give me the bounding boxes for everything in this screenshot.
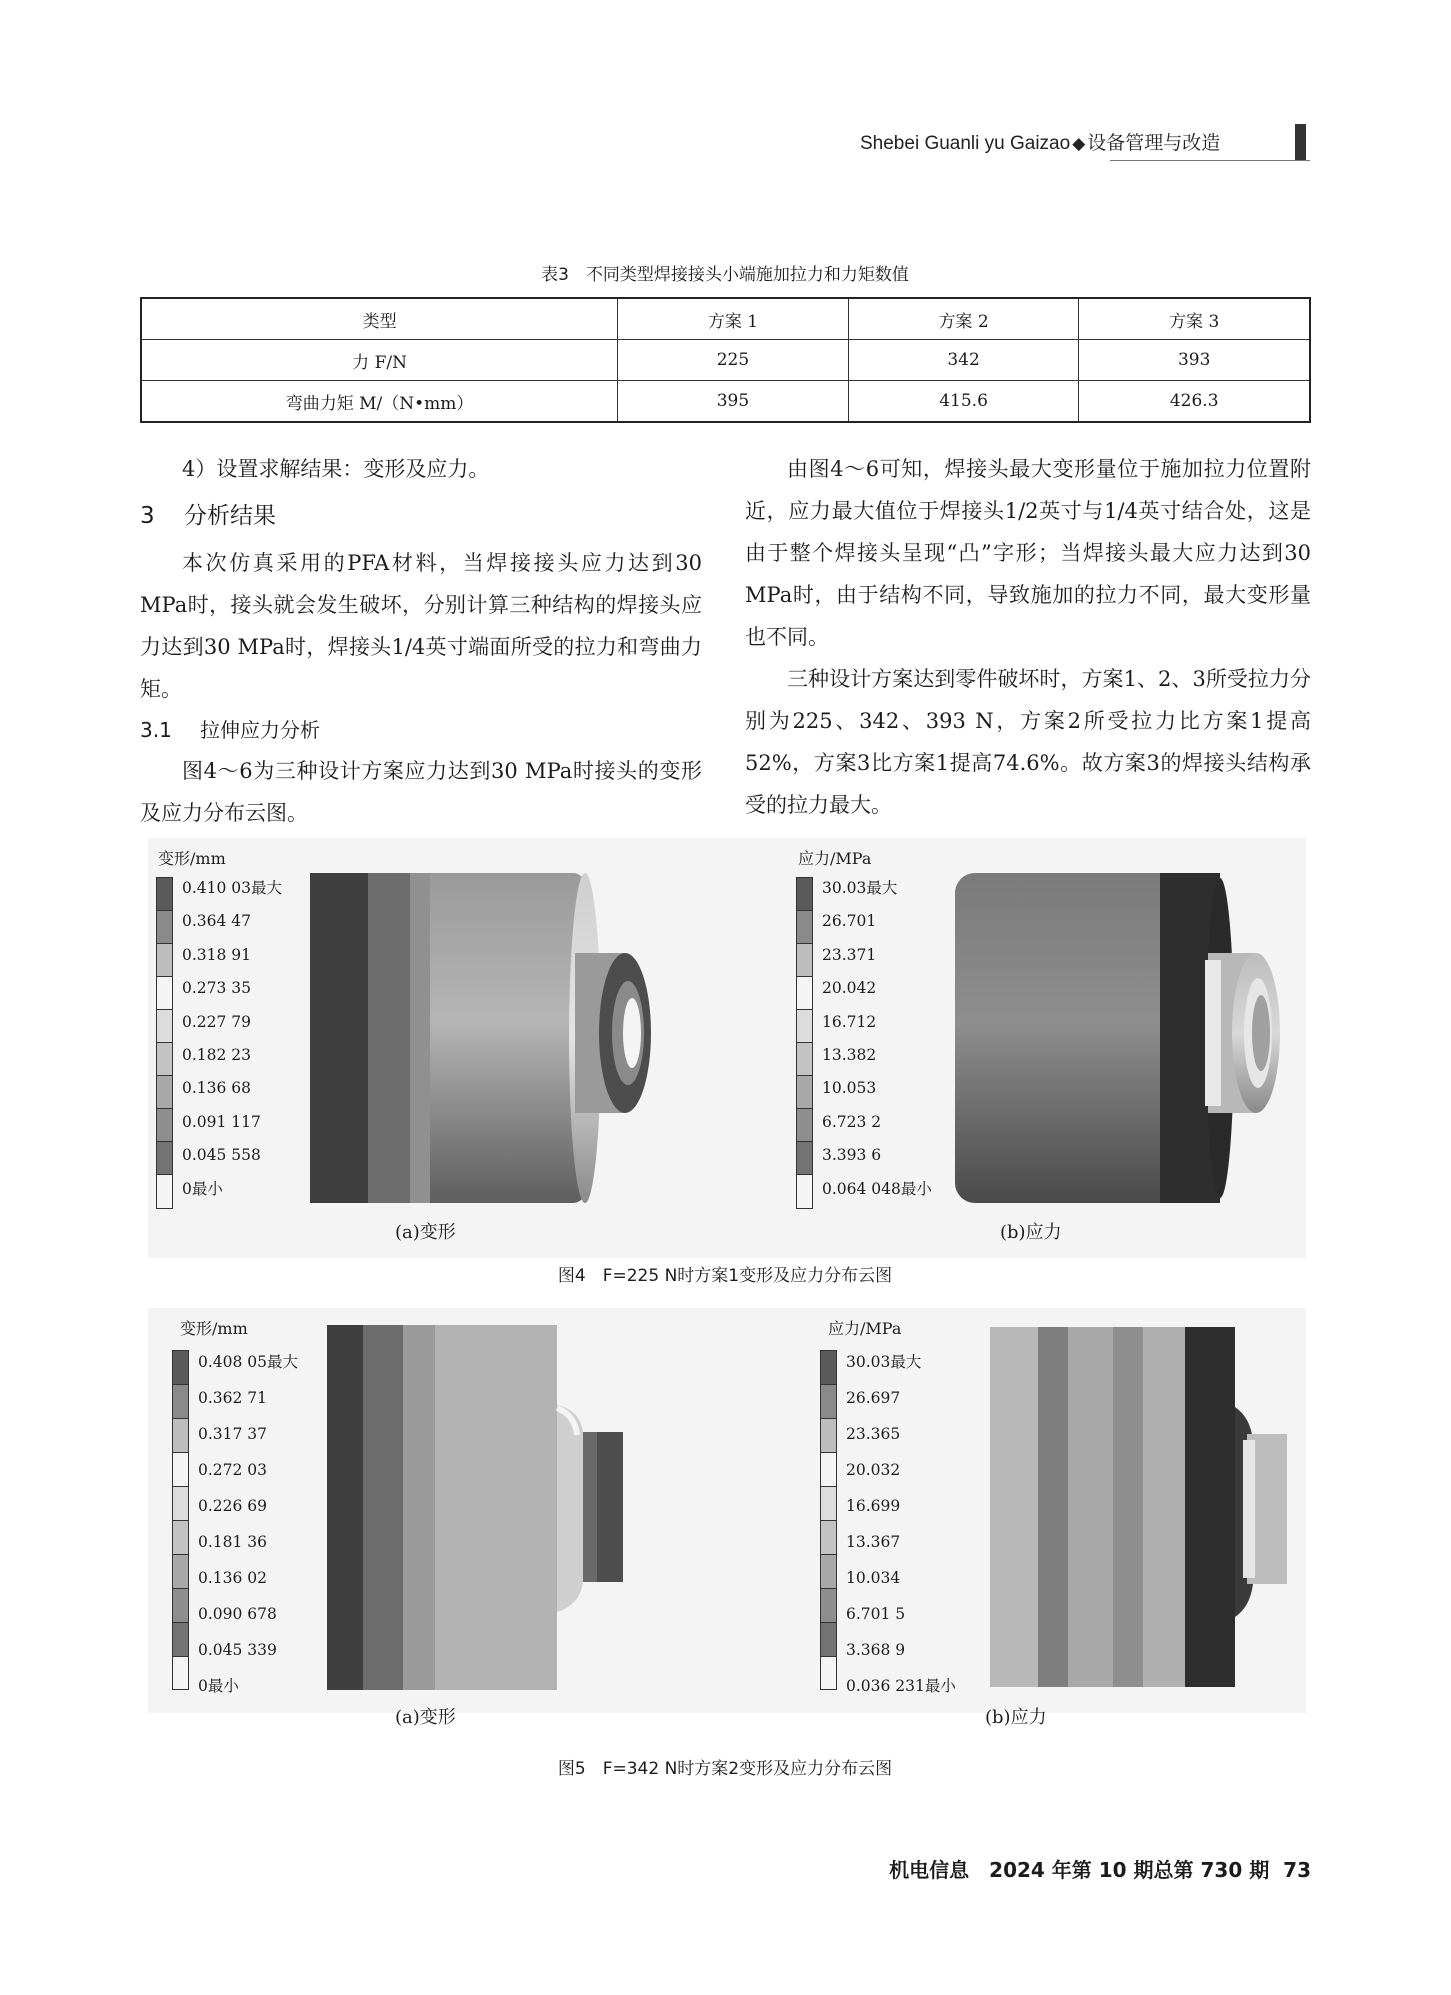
subfigure-label: (b)应力 (1000, 1222, 1062, 1243)
legend-value: 30.03最大 (822, 879, 898, 897)
subfigure-label: (b)应力 (985, 1707, 1047, 1728)
legend-value: 6.701 5 (846, 1605, 906, 1623)
legend-value: 0.036 231最小 (846, 1677, 956, 1695)
legend-swatch (157, 1043, 172, 1076)
legend-values (822, 872, 932, 1206)
running-header (860, 128, 1220, 155)
diamond-separator: ◆ (1072, 134, 1086, 153)
subfigure-label: (a)变形 (395, 1222, 456, 1243)
legend-swatch (157, 1109, 172, 1142)
legend-swatch (797, 977, 812, 1010)
table-header-cell: 方案 3 (1079, 298, 1310, 340)
legend-value: 26.701 (822, 912, 877, 931)
table-cell: 426.3 (1079, 381, 1310, 423)
legend-swatch (821, 1555, 836, 1589)
legend-value: 0.272 03 (198, 1461, 268, 1479)
left-column (140, 448, 702, 834)
legend-swatch (157, 1010, 172, 1043)
legend-value: 0最小 (182, 1179, 223, 1198)
legend-value: 0.273 35 (182, 979, 252, 998)
legend-swatch (821, 1589, 836, 1623)
legend-value: 0.227 79 (182, 1012, 252, 1031)
legend-value: 20.042 (822, 979, 877, 998)
legend-value: 0最小 (198, 1677, 239, 1695)
table-cell: 力 F/N (141, 340, 618, 381)
legend-value: 0.408 05最大 (198, 1353, 299, 1371)
legend-value: 23.365 (846, 1425, 901, 1443)
legend-swatch (821, 1419, 836, 1453)
legend-value: 0.362 71 (198, 1389, 268, 1407)
subfigure-label: (a)变形 (395, 1707, 456, 1728)
legend-swatch (157, 1076, 172, 1109)
legend-swatch (173, 1385, 188, 1419)
legend-value: 0.136 02 (198, 1569, 268, 1587)
legend-value: 23.371 (822, 945, 877, 964)
legend-swatch (173, 1521, 188, 1555)
subsection-title: 拉伸应力分析 (200, 718, 320, 742)
legend-value: 0.090 678 (198, 1605, 277, 1623)
figure5-caption: 图5 F=342 N时方案2变形及应力分布云图 (557, 1759, 893, 1779)
legend-swatch (797, 1010, 812, 1043)
subsection-number: 3.1 (140, 718, 172, 742)
deformation-contour-image (325, 1320, 635, 1695)
legend-swatch (157, 911, 172, 944)
table-cell: 342 (848, 340, 1079, 381)
legend-value: 0.410 03最大 (182, 879, 283, 897)
legend-swatch (173, 1453, 188, 1487)
legend-swatch (821, 1453, 836, 1487)
paragraph: 由图4～6可知，焊接头最大变形量位于施加拉力位置附近，应力最大值位于焊接头1/2英寸与1/4英寸结合处，这是由于整个焊接头呈现“凸”字形；当焊接头最大应力达到30 MPa时，由于结构不同，导致施加的拉力不同，最大变形量也不同。 (745, 457, 1311, 649)
legend-value: 10.034 (846, 1569, 901, 1587)
legend-value: 13.382 (822, 1045, 877, 1064)
legend-swatch (173, 1555, 188, 1589)
table-cell: 弯曲力矩 M/（N•mm） (141, 381, 618, 423)
paragraph: 图4～6为三种设计方案应力达到30 MPa时接头的变形及应力分布云图。 (140, 759, 702, 825)
legend-swatch (797, 1109, 812, 1142)
data-table (140, 297, 1311, 423)
legend-value: 0.226 69 (198, 1497, 268, 1515)
paragraph: 三种设计方案达到零件破坏时，方案1、2、3所受拉力分别为225、342、393 N，方案2所受拉力比方案1提高52%，方案3比方案1提高74.6%。故方案3的焊接头结构承受的拉力最大。 (745, 667, 1311, 817)
legend-title: 应力/MPa (798, 849, 872, 868)
right-column (745, 448, 1311, 826)
legend-swatch (797, 911, 812, 944)
legend-value: 30.03最大 (846, 1353, 922, 1371)
legend-swatch (173, 1419, 188, 1453)
page-number: 73 (1283, 1858, 1311, 1882)
color-legend-bar (156, 877, 173, 1209)
color-legend-bar (820, 1350, 837, 1690)
table-cell: 225 (618, 340, 849, 381)
legend-swatch (173, 1351, 188, 1385)
journal-pinyin: Shebei Guanli yu Gaizao (860, 133, 1071, 154)
legend-swatch (821, 1385, 836, 1419)
legend-value: 16.712 (822, 1012, 877, 1031)
legend-swatch (157, 1142, 172, 1175)
paragraph: 本次仿真采用的PFA材料，当焊接接头应力达到30 MPa时，接头就会发生破坏，分别计算三种结构的焊接头应力达到30 MPa时，焊接头1/4英寸端面所受的拉力和弯曲力矩。 (140, 551, 702, 701)
legend-value: 13.367 (846, 1533, 901, 1551)
legend-swatch (157, 944, 172, 977)
legend-swatch (821, 1487, 836, 1521)
legend-swatch (157, 977, 172, 1010)
legend-value: 26.697 (846, 1389, 901, 1407)
legend-value: 0.181 36 (198, 1533, 268, 1551)
legend-values (182, 872, 282, 1206)
legend-value: 3.393 6 (822, 1146, 882, 1165)
legend-swatch (797, 1142, 812, 1175)
legend-values (198, 1344, 298, 1704)
stress-contour-image (985, 1322, 1300, 1692)
legend-swatch (797, 944, 812, 977)
legend-swatch (797, 1043, 812, 1076)
legend-swatch (173, 1623, 188, 1657)
legend-value: 20.032 (846, 1461, 901, 1479)
legend-value: 10.053 (822, 1079, 877, 1098)
legend-value: 6.723 2 (822, 1112, 882, 1131)
stress-contour-image (950, 868, 1300, 1208)
section-heading (140, 490, 702, 542)
legend-title: 变形/mm (158, 849, 226, 868)
table-header-row (141, 298, 1310, 340)
section-number: 3 (140, 503, 155, 529)
figure4-caption: 图4 F=225 N时方案1变形及应力分布云图 (557, 1266, 893, 1286)
legend-value: 0.064 048最小 (822, 1179, 932, 1198)
page-footer (889, 1854, 1311, 1883)
table-cell: 415.6 (848, 381, 1079, 423)
section-title: 分析结果 (184, 503, 276, 529)
color-legend-bar (796, 877, 813, 1209)
legend-swatch (821, 1521, 836, 1555)
table-caption: 表3 不同类型焊接接头小端施加拉力和力矩数值 (541, 265, 909, 285)
legend-value: 0.182 23 (182, 1045, 252, 1064)
legend-value: 3.368 9 (846, 1641, 906, 1659)
legend-title: 应力/MPa (828, 1319, 902, 1338)
legend-value: 16.699 (846, 1497, 901, 1515)
legend-value: 0.318 91 (182, 945, 252, 964)
legend-swatch (821, 1623, 836, 1657)
header-bar (1295, 124, 1306, 160)
deformation-contour-image (300, 868, 660, 1208)
footer-journal-info: 机电信息 2024 年第 10 期总第 730 期 (889, 1858, 1270, 1882)
legend-swatch (173, 1487, 188, 1521)
legend-title: 变形/mm (180, 1319, 248, 1338)
table-header-cell: 类型 (141, 298, 618, 340)
header-underline (1110, 160, 1310, 161)
section-name: 设备管理与改造 (1087, 133, 1221, 154)
table-header-cell: 方案 1 (618, 298, 849, 340)
legend-value: 0.091 117 (182, 1112, 261, 1131)
legend-swatch (797, 1076, 812, 1109)
table-header-cell: 方案 2 (848, 298, 1079, 340)
table-row (141, 381, 1310, 423)
table-row (141, 340, 1310, 381)
legend-value: 0.045 339 (198, 1641, 277, 1659)
legend-values (846, 1344, 956, 1704)
color-legend-bar (172, 1350, 189, 1690)
legend-value: 0.136 68 (182, 1079, 252, 1098)
legend-value: 0.364 47 (182, 912, 252, 931)
legend-swatch (157, 878, 172, 911)
table-cell: 395 (618, 381, 849, 423)
table-cell: 393 (1079, 340, 1310, 381)
legend-swatch (797, 878, 812, 911)
subsection-heading (140, 710, 702, 750)
legend-swatch (821, 1351, 836, 1385)
legend-value: 0.045 558 (182, 1146, 261, 1165)
legend-value: 0.317 37 (198, 1425, 268, 1443)
legend-swatch (173, 1589, 188, 1623)
list-item-4: 4）设置求解结果：变形及应力。 (182, 457, 490, 481)
